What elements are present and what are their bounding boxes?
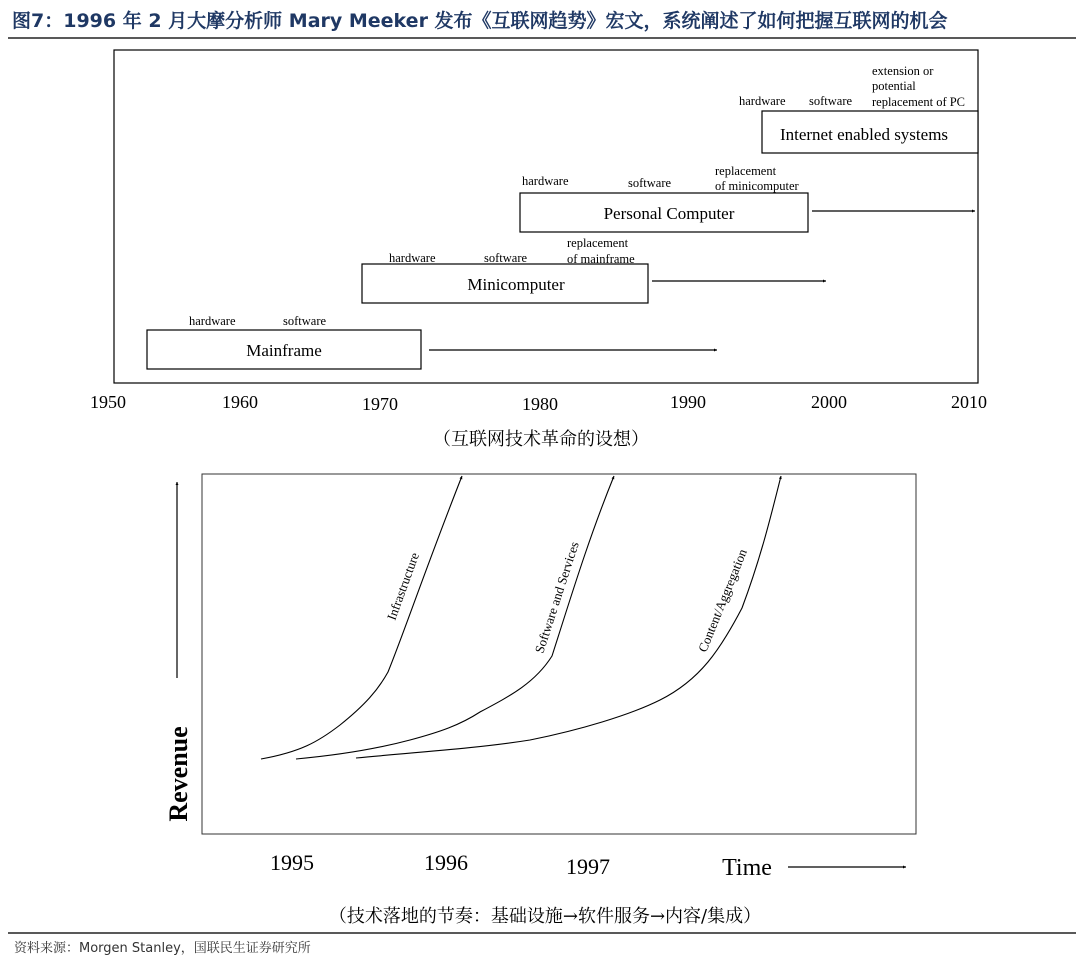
revenue-diagram — [164, 474, 916, 927]
note-potential: potential — [872, 79, 916, 93]
time-axis — [270, 850, 772, 881]
note-software: software — [283, 314, 327, 328]
x-tick-label: 2000 — [811, 392, 847, 412]
era-timeline — [90, 50, 987, 450]
note-extension: extension or — [872, 64, 934, 78]
source-note: 资料来源：Morgen Stanley，国联民生证券研究所 — [14, 941, 311, 956]
note-replacement-target: of mainframe — [567, 252, 635, 266]
note-software: software — [484, 251, 528, 265]
note-hardware: hardware — [739, 94, 786, 108]
x-tick-label: 1950 — [90, 392, 126, 412]
x-tick-label: 1990 — [670, 392, 706, 412]
time-tick-label: 1995 — [270, 850, 314, 875]
era-notes-minicomputer — [389, 236, 635, 266]
note-software: software — [809, 94, 853, 108]
x-tick-label: 1970 — [362, 394, 398, 414]
curve-infrastructure — [261, 476, 462, 759]
era-label-minicomputer: Minicomputer — [467, 275, 565, 294]
x-tick-label: 1980 — [522, 394, 558, 414]
bottom-diagram-caption: （技术落地的节奏：基础设施→软件服务→内容/集成） — [328, 906, 762, 927]
note-hardware: hardware — [522, 174, 569, 188]
note-software: software — [628, 176, 672, 190]
era-label-internet: Internet enabled systems — [779, 125, 949, 144]
revenue-frame — [202, 474, 916, 834]
figure-title: 图7：1996 年 2 月大摩分析师 Mary Meeker 发布《互联网趋势》宏文，系统阐述了如何把握互联网的机会 — [12, 10, 948, 32]
note-replacement-of-pc: replacement of PC — [872, 95, 966, 109]
note-replacement: replacement — [567, 236, 629, 250]
era-label-mainframe: Mainframe — [246, 341, 322, 360]
time-tick-label: 1997 — [566, 854, 610, 879]
curve-label-content-aggregation: Content/Aggregation — [694, 546, 750, 655]
time-axis-label: Time — [722, 855, 772, 881]
note-replacement: replacement — [715, 164, 777, 178]
timeline-x-axis — [90, 392, 987, 414]
curve-software-services — [296, 476, 614, 759]
revenue-axis-label: Revenue — [164, 726, 193, 822]
top-diagram-caption: （互联网技术革命的设想） — [433, 429, 649, 450]
curve-label-infrastructure: Infrastructure — [383, 550, 423, 623]
x-tick-label: 1960 — [222, 392, 258, 412]
x-tick-label: 2010 — [951, 392, 987, 412]
era-notes-personal-computer — [522, 164, 799, 193]
note-hardware: hardware — [189, 314, 236, 328]
era-notes-internet — [739, 64, 965, 109]
note-hardware: hardware — [389, 251, 436, 265]
curve-label-software-services: Software and Services — [531, 539, 582, 655]
source-rule — [8, 932, 1076, 934]
era-label-personal-computer: Personal Computer — [603, 204, 735, 223]
note-replacement-target: of minicomputer — [715, 179, 799, 193]
time-tick-label: 1996 — [424, 850, 468, 875]
era-notes-mainframe — [189, 314, 326, 328]
